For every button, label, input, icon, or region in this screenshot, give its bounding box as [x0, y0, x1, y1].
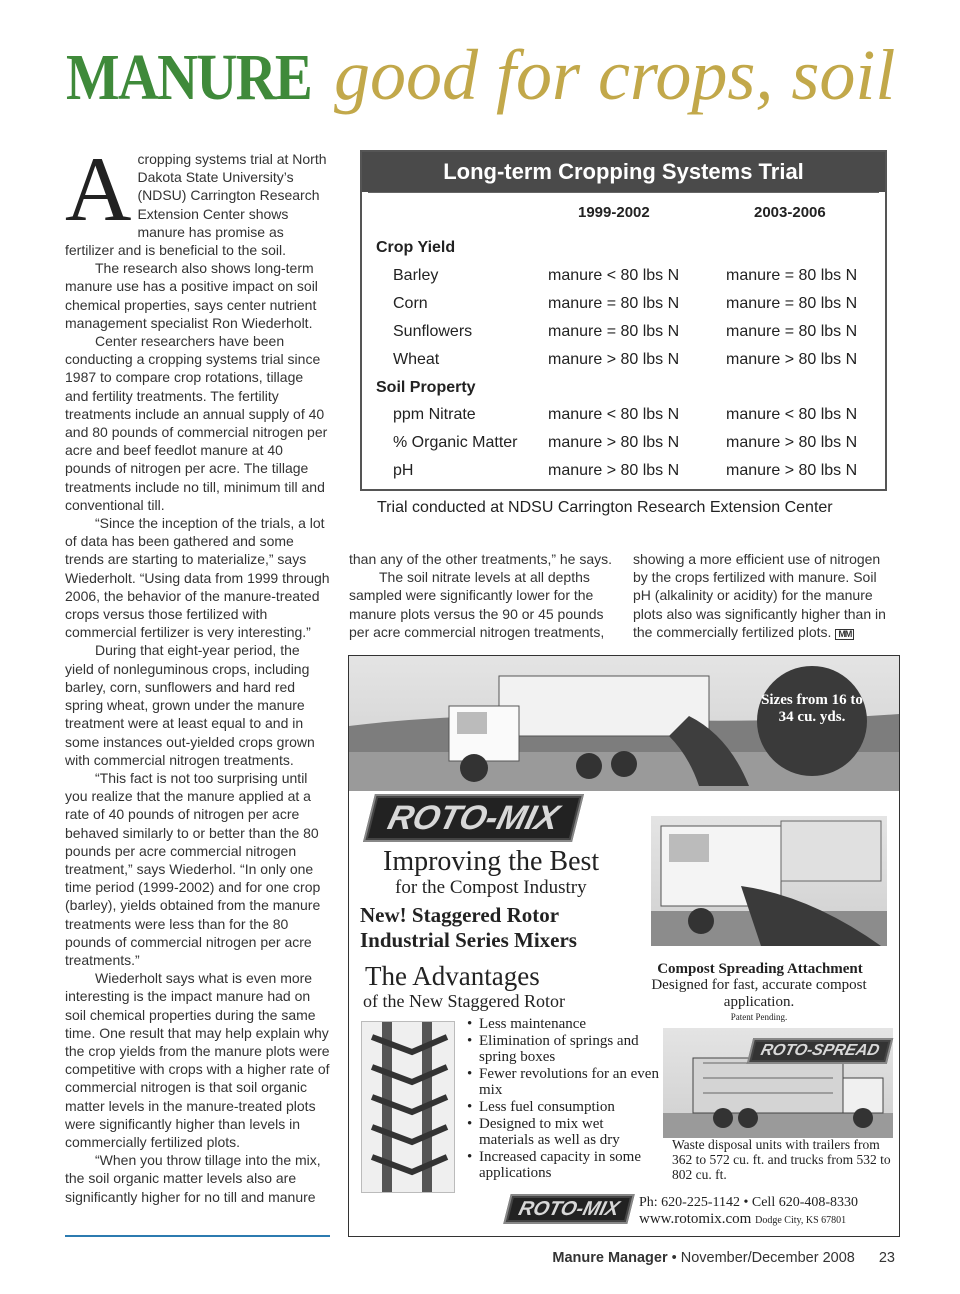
table-title: Long-term Cropping Systems Trial — [362, 152, 885, 192]
column-divider — [65, 1235, 330, 1237]
footer-separator: • — [671, 1250, 677, 1266]
advantages-subtitle: of the New Staggered Rotor — [363, 991, 565, 1011]
section-heading: Crop Yield — [376, 239, 456, 256]
page-number: 23 — [878, 1250, 895, 1266]
row-label: % Organic Matter — [393, 434, 518, 451]
list-item: • Elimination of springs and spring boxes — [467, 1033, 662, 1066]
cell-value: manure = 80 lbs N — [548, 323, 680, 340]
table-caption: Trial conducted at NDSU Carrington Research Extension Center — [377, 499, 833, 516]
ad-product-headline: New! Staggered Rotor Industrial Series Mixers — [360, 903, 577, 952]
rotor-photo — [361, 1021, 455, 1193]
period-header: 1999-2002 — [578, 204, 650, 221]
sizes-badge: Sizes from 16 to 34 cu. yds. — [757, 666, 867, 776]
rotomix-logo-small: ROTO-MIX — [503, 1194, 634, 1224]
cell-value: manure > 80 lbs N — [548, 462, 680, 479]
cell-value: manure < 80 lbs N — [548, 406, 680, 423]
cell-value: manure > 80 lbs N — [726, 462, 858, 479]
row-label: Barley — [393, 267, 439, 284]
list-item: • Fewer revolutions for an even mix — [467, 1066, 662, 1099]
table-rule — [368, 192, 879, 193]
paragraph — [633, 550, 895, 641]
end-mark-logo: MM — [835, 629, 854, 640]
paragraph: “This fact is not too surprising until you realize that the manure applied at a rate of 40 pounds of nitrogen per acre behaved similarly to or better than the 80 pounds per acre commercial nitrogen treatment,” says Wiederhol. “In only one time period (1999-2002) and for one crop (barley), yields obtained from the manure treatments were less than for the 80 pounds of commercial nitrogen per acre treatments.” — [65, 769, 321, 968]
list-item: • Designed to mix wet materials as well as dry — [467, 1116, 662, 1149]
rotor-illustration — [362, 1022, 454, 1192]
trial-table — [360, 150, 887, 491]
row-label: pH — [393, 462, 414, 479]
advantages-list — [467, 1016, 662, 1182]
advantages-title: The Advantages — [365, 961, 540, 991]
cell-value: manure = 80 lbs N — [726, 323, 858, 340]
compost-attachment-title: Compost Spreading Attachment — [657, 961, 863, 977]
compost-attachment-desc: Designed for fast, accurate compost application. — [651, 977, 867, 1010]
list-item: • Increased capacity in some applications — [467, 1149, 662, 1182]
spreader-illustration — [651, 816, 887, 946]
paragraph-text: showing a more efficient use of nitrogen by the crops fertilized with manure. Soil pH (alkalinity or acidity) for the manure plots also was significantly higher than in the commercially fertilized plots. — [633, 551, 886, 640]
paragraph: than any of the other treatments,” he says. — [349, 551, 613, 567]
cell-value: manure > 80 lbs N — [548, 434, 680, 451]
ad-contact-line — [639, 1211, 846, 1228]
paragraph: Center researchers have been conducting a cropping systems trial since 1987 to compare crop rotations, tillage and fertility treatments. The fertility treatments include an annual supply of 40 and 80 pounds of commercial nitrogen per acre and beef feedlot manure at 40 pounds of nitrogen per acre. The tillage treatments include no till, minimum till and conventional till. — [65, 333, 328, 513]
row-label: Wheat — [393, 351, 440, 368]
article-column-2 — [349, 550, 617, 641]
patent-note: Patent Pending. — [730, 1012, 788, 1022]
headline-bold: MANURE — [66, 41, 312, 114]
period-header: 2003-2006 — [754, 204, 826, 221]
drop-cap: A — [65, 138, 132, 240]
article-column-3 — [633, 550, 895, 641]
ad-website[interactable]: www.rotomix.com — [639, 1211, 752, 1227]
paragraph: During that eight-year period, the yield of nonleguminous crops, including barley, corn, sunflowers and hard red spring wheat, grown under the manure treatment were at least equal to and in some instances out-yielded crops grown with commercial nitrogen treatments. — [65, 642, 315, 768]
waste-disposal-desc: Waste disposal units with trailers from 362 to 572 cu. ft. and trucks from 532 to 802 cu. ft. — [672, 1137, 891, 1182]
ad-city: Dodge City, KS 67801 — [755, 1215, 847, 1226]
article-headline — [66, 35, 946, 120]
cell-value: manure < 80 lbs N — [548, 267, 680, 284]
paragraph: “Since the inception of the trials, a lot of data has been gathered and some trends are starting to materialize,” says Wiederholt. “Using data from 1999 through 2006, the behavior of the manure-treated crops versus those fertilized with commercial fertilizer is very interesting.” — [65, 515, 330, 641]
cell-value: manure < 80 lbs N — [726, 406, 858, 423]
row-label: ppm Nitrate — [393, 406, 476, 423]
headline-italic: good for crops, soil — [334, 35, 896, 115]
ad-headline: Improving the Best — [383, 846, 600, 877]
paragraph: The soil nitrate levels at all depths sampled were significantly lower for the manure plots versus the 90 or 45 pounds per acre commercial nitrogen treatments, — [349, 569, 605, 640]
cell-value: manure = 80 lbs N — [726, 267, 858, 284]
list-item: • Less fuel consumption — [467, 1099, 662, 1116]
paragraph: “When you throw tillage into the mix, the soil organic matter levels also are significantly higher for no till and manure — [65, 1152, 321, 1205]
cell-value: manure = 80 lbs N — [548, 295, 680, 312]
magazine-name: Manure Manager — [552, 1250, 668, 1266]
cell-value: manure > 80 lbs N — [726, 351, 858, 368]
paragraph: cropping systems trial at North Dakota State University’s (NDSU) Carrington Research Extension Center shows manure has promise as fertilizer and is beneficial to the soil. — [65, 151, 327, 259]
rotomix-advertisement — [348, 655, 900, 1237]
page-footer — [525, 1250, 895, 1266]
article-column-1 — [65, 138, 330, 1206]
ad-subheadline: for the Compost Industry — [395, 877, 587, 898]
cell-value: manure = 80 lbs N — [726, 295, 858, 312]
row-label: Corn — [393, 295, 428, 312]
cell-value: manure > 80 lbs N — [548, 351, 680, 368]
issue-date: November/December 2008 — [680, 1250, 855, 1266]
rotomix-logo: ROTO-MIX — [363, 794, 584, 842]
compost-spreader-photo — [651, 816, 887, 946]
paragraph: Wiederholt says what is even more interesting is the impact manure had on soil chemical properties during the same time. One result that may help explain why the crop yields from the manure plots were competitive with crops with a higher rate of commercial nitrogen is that soil organic matter levels in the manure-treated plots were significantly higher than levels in commercially fertilized plots. — [65, 970, 330, 1150]
list-item: • Less maintenance — [467, 1016, 662, 1033]
row-label: Sunflowers — [393, 323, 473, 340]
rotospread-logo: ROTO-SPREAD — [747, 1038, 893, 1064]
section-heading: Soil Property — [376, 379, 476, 396]
paragraph: The research also shows long-term manure use has a positive impact on soil chemical properties, says center nutrient management specialist Ron Wiederholt. — [65, 260, 318, 331]
ad-phone: Ph: 620-225-1142 • Cell 620-408-8330 — [639, 1195, 859, 1210]
cell-value: manure > 80 lbs N — [726, 434, 858, 451]
